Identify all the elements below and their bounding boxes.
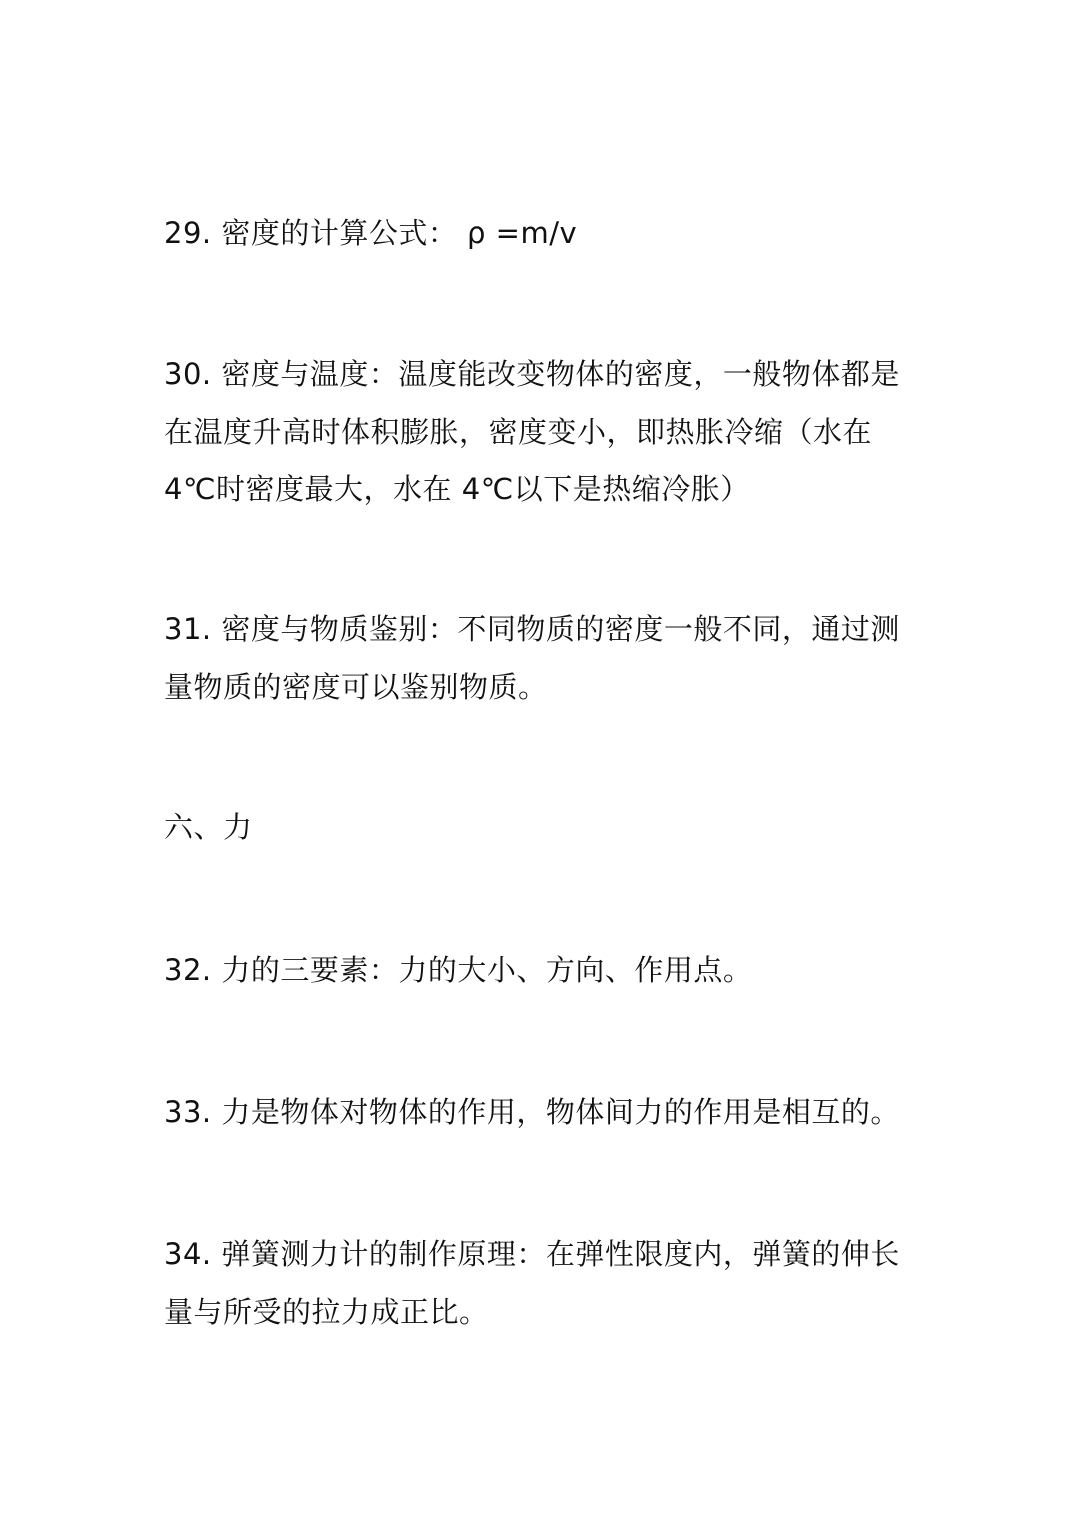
item-30-line-2: 在温度升高时体积膨胀，密度变小，即热胀冷缩（水在 [164,415,873,449]
item-33-line: 33. 力是物体对物体的作用，物体间力的作用是相互的。 [164,1095,900,1129]
item-30-line-1: 30. 密度与温度：温度能改变物体的密度，一般物体都是 [164,357,900,391]
item-32-line: 32. 力的三要素：力的大小、方向、作用点。 [164,953,753,987]
item-31-line-1: 31. 密度与物质鉴别：不同物质的密度一般不同，通过测 [164,612,900,646]
item-29-density-formula: 29. 密度的计算公式： ρ =m/v [164,216,578,250]
item-30-line-3: 4℃时密度最大，水在 4℃以下是热缩冷胀） [164,472,750,506]
item-34-line-2: 量与所受的拉力成正比。 [164,1295,489,1329]
section-heading-force: 六、力 [164,810,253,844]
item-31-line-2: 量物质的密度可以鉴别物质。 [164,670,548,704]
item-34-line-1: 34. 弹簧测力计的制作原理：在弹性限度内，弹簧的伸长 [164,1237,900,1271]
